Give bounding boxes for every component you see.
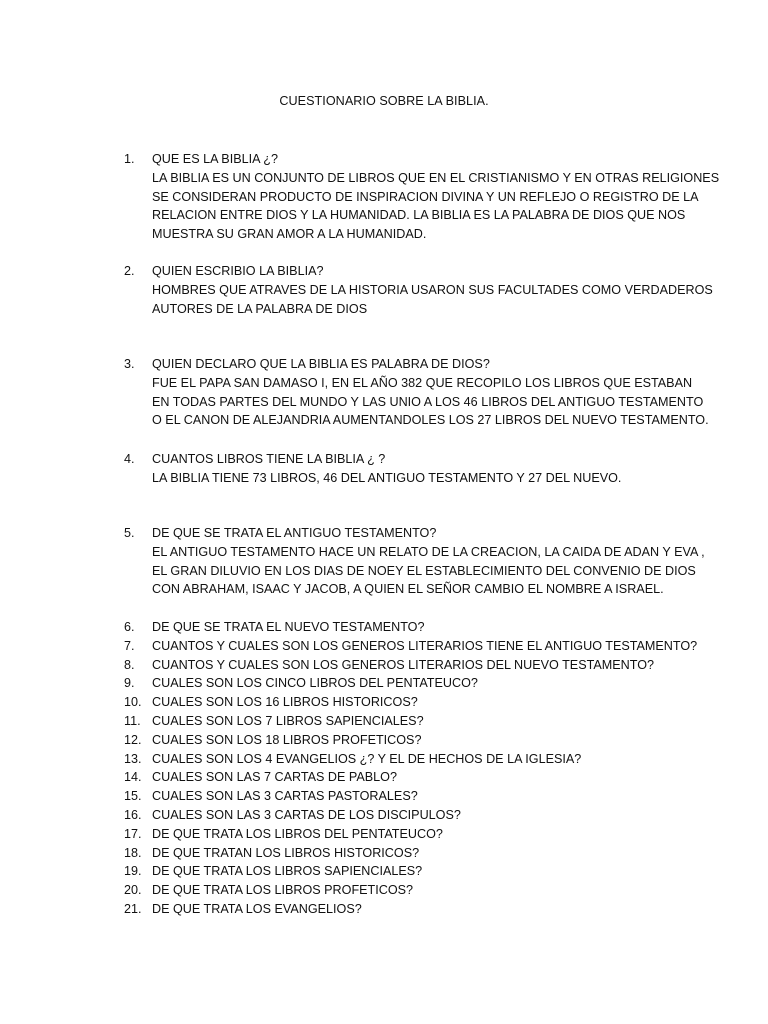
- question-number: 13.: [124, 751, 142, 766]
- question-number: 15.: [124, 789, 142, 804]
- list-item: [120, 825, 680, 844]
- list-item: [120, 768, 680, 787]
- question-number: 20.: [124, 883, 142, 898]
- question-text: DE QUE SE TRATA EL NUEVO TESTAMENTO?: [152, 620, 425, 634]
- question-number: 19.: [124, 864, 142, 879]
- question-number: 16.: [124, 807, 142, 822]
- question-text: CUALES SON LOS 18 LIBROS PROFETICOS?: [152, 732, 422, 747]
- answer-line: LA BIBLIA ES UN CONJUNTO DE LIBROS QUE EN EL CRISTIANISMO Y EN OTRAS RELIGIONES: [152, 170, 720, 185]
- question-number: 8.: [124, 657, 135, 672]
- question-text: CUALES SON LAS 3 CARTAS PASTORALES?: [152, 789, 418, 804]
- list-item: [120, 712, 680, 731]
- question-list: [120, 618, 698, 919]
- qa-item-2: [120, 262, 713, 318]
- question-text: DE QUE TRATAN LOS LIBROS HISTORICOS?: [152, 845, 420, 860]
- answer-line: FUE EL PAPA SAN DAMASO I, EN EL AÑO 382 QUE RECOPILO LOS LIBROS QUE ESTABAN: [152, 375, 693, 390]
- answer-line: CON ABRAHAM, ISAAC Y JACOB, A QUIEN EL SEÑOR CAMBIO EL NOMBRE A ISRAEL.: [152, 582, 664, 597]
- answer-line: AUTORES DE LA PALABRA DE DIOS: [152, 301, 368, 316]
- question-text: CUALES SON LAS 3 CARTAS DE LOS DISCIPULOS?: [152, 807, 461, 822]
- answer-line: EN TODAS PARTES DEL MUNDO Y LAS UNIO A LOS 46 LIBROS DEL ANTIGUO TESTAMENTO: [152, 394, 704, 409]
- question-number: 1.: [124, 152, 135, 166]
- list-item: [120, 674, 680, 693]
- list-item: [120, 844, 680, 863]
- qa-item-5: [120, 524, 705, 599]
- qa-item-3: [120, 355, 709, 430]
- question-text: QUIEN DECLARO QUE LA BIBLIA ES PALABRA DE DIOS?: [152, 357, 490, 371]
- answer-line: O EL CANON DE ALEJANDRIA AUMENTANDOLES LOS 27 LIBROS DEL NUEVO TESTAMENTO.: [152, 413, 709, 428]
- answer-line: HOMBRES QUE ATRAVES DE LA HISTORIA USARON SUS FACULTADES COMO VERDADEROS: [152, 282, 713, 297]
- document-title: CUESTIONARIO SOBRE LA BIBLIA.: [279, 94, 489, 108]
- question-text: DE QUE SE TRATA EL ANTIGUO TESTAMENTO?: [152, 526, 437, 540]
- question-number: 5.: [124, 526, 135, 540]
- qa-item-1: [120, 150, 720, 244]
- list-item: [120, 731, 680, 750]
- answer-line: RELACION ENTRE DIOS Y LA HUMANIDAD. LA BIBLIA ES LA PALABRA DE DIOS QUE NOS: [152, 208, 686, 223]
- question-text: CUANTOS LIBROS TIENE LA BIBLIA ¿ ?: [152, 452, 386, 466]
- question-number: 9.: [124, 676, 135, 691]
- list-item: [120, 693, 680, 712]
- question-number: 12.: [124, 732, 142, 747]
- list-item: [120, 806, 680, 825]
- question-text: DE QUE TRATA LOS LIBROS SAPIENCIALES?: [152, 864, 423, 879]
- question-text: CUALES SON LOS CINCO LIBROS DEL PENTATEUCO?: [152, 676, 478, 691]
- question-number: 21.: [124, 901, 142, 916]
- question-text: DE QUE TRATA LOS EVANGELIOS?: [152, 901, 362, 916]
- answer-line: LA BIBLIA TIENE 73 LIBROS, 46 DEL ANTIGUO TESTAMENTO Y 27 DEL NUEVO.: [152, 470, 622, 485]
- question-text: CUANTOS Y CUALES SON LOS GENEROS LITERARIOS TIENE EL ANTIGUO TESTAMENTO?: [152, 638, 698, 653]
- list-item: [120, 900, 680, 919]
- answer-line: EL ANTIGUO TESTAMENTO HACE UN RELATO DE LA CREACION, LA CAIDA DE ADAN Y EVA ,: [152, 544, 705, 559]
- question-number: 18.: [124, 845, 142, 860]
- answer-line: MUESTRA SU GRAN AMOR A LA HUMANIDAD.: [152, 227, 427, 242]
- question-text: CUALES SON LAS 7 CARTAS DE PABLO?: [152, 770, 397, 785]
- question-number: 14.: [124, 770, 142, 785]
- question-text: CUANTOS Y CUALES SON LOS GENEROS LITERARIOS DEL NUEVO TESTAMENTO?: [152, 657, 655, 672]
- question-number: 3.: [124, 357, 135, 371]
- question-number: 4.: [124, 452, 135, 466]
- question-text: QUE ES LA BIBLIA ¿?: [152, 152, 278, 166]
- question-text: CUALES SON LOS 16 LIBROS HISTORICOS?: [152, 695, 418, 710]
- question-number: 7.: [124, 638, 135, 653]
- question-text: DE QUE TRATA LOS LIBROS DEL PENTATEUCO?: [152, 826, 443, 841]
- question-text: CUALES SON LOS 7 LIBROS SAPIENCIALES?: [152, 713, 424, 728]
- list-item: [120, 750, 680, 769]
- list-item: [120, 881, 680, 900]
- qa-item-4: [120, 450, 680, 488]
- question-text: CUALES SON LOS 4 EVANGELIOS ¿? Y EL DE HECHOS DE LA IGLESIA?: [152, 751, 582, 766]
- list-item: [120, 787, 680, 806]
- question-number: 17.: [124, 826, 142, 841]
- list-item: [120, 656, 680, 675]
- list-item: [120, 637, 698, 656]
- list-item: [120, 618, 680, 637]
- answer-line: EL GRAN DILUVIO EN LOS DIAS DE NOEY EL ESTABLECIMIENTO DEL CONVENIO DE DIOS: [152, 563, 696, 578]
- question-number: 10.: [124, 695, 142, 710]
- answer-line: SE CONSIDERAN PRODUCTO DE INSPIRACION DIVINA Y UN REFLEJO O REGISTRO DE LA: [152, 189, 699, 204]
- question-number: 2.: [124, 264, 135, 278]
- question-number: 6.: [124, 620, 135, 634]
- question-text: QUIEN ESCRIBIO LA BIBLIA?: [152, 264, 324, 278]
- question-number: 11.: [124, 713, 141, 728]
- question-text: DE QUE TRATA LOS LIBROS PROFETICOS?: [152, 883, 414, 898]
- list-item: [120, 862, 680, 881]
